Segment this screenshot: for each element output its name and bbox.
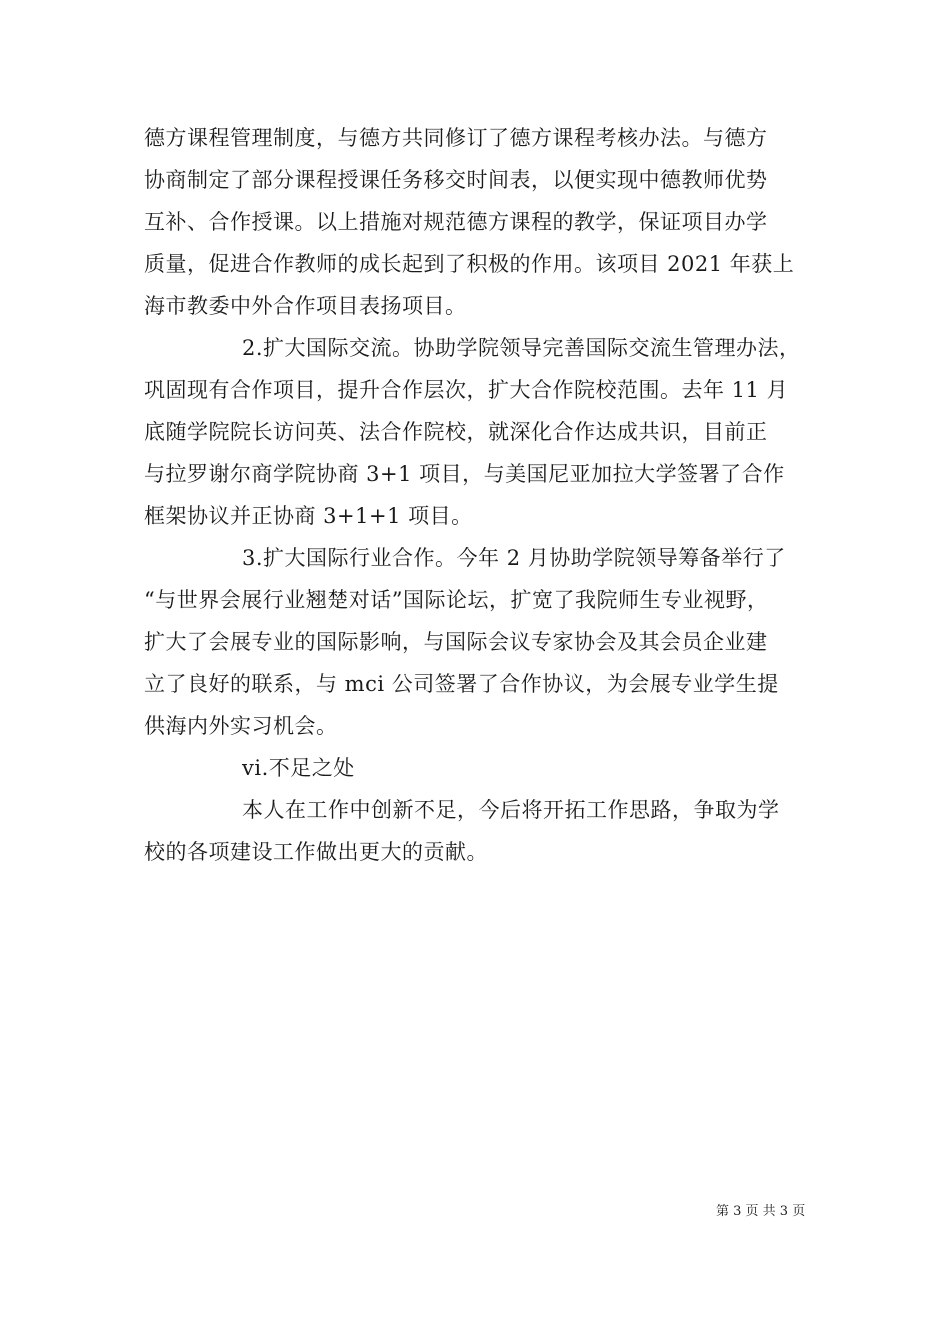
page-number-footer: 第 3 页 共 3 页 (716, 1204, 806, 1219)
paragraph-line: 质量，促进合作教师的成长起到了积极的作用。该项目 2021 年获上 (144, 252, 795, 276)
section-3-heading-line: 3.扩大国际行业合作。今年 2 月协助学院领导筹备举行了 (242, 546, 786, 570)
paragraph-line: 底随学院院长访问英、法合作院校，就深化合作达成共识，目前正 (144, 420, 768, 444)
paragraph-line: 框架协议并正协商 3+1+1 项目。 (144, 504, 473, 528)
section-2-heading-line: 2.扩大国际交流。协助学院领导完善国际交流生管理办法， (242, 336, 801, 360)
paragraph-line: 互补、合作授课。以上措施对规范德方课程的教学，保证项目办学 (144, 210, 768, 234)
paragraph-line: 校的各项建设工作做出更大的贡献。 (144, 840, 488, 864)
paragraph-line: 协商制定了部分课程授课任务移交时间表，以便实现中德教师优势 (144, 168, 768, 192)
section-vi-heading: vi.不足之处 (242, 756, 355, 780)
paragraph-line: 与拉罗谢尔商学院协商 3+1 项目，与美国尼亚加拉大学签署了合作 (144, 462, 785, 486)
document-body (144, 117, 816, 873)
paragraph-line: 供海内外实习机会。 (144, 714, 338, 738)
paragraph-line: 巩固现有合作项目，提升合作层次，扩大合作院校范围。去年 11 月 (144, 378, 789, 402)
paragraph-line: 海市教委中外合作项目表扬项目。 (144, 294, 467, 318)
paragraph-line: 德方课程管理制度，与德方共同修订了德方课程考核办法。与德方 (144, 126, 768, 150)
paragraph-line: 立了良好的联系，与 mci 公司签署了合作协议，为会展专业学生提 (144, 672, 779, 696)
paragraph-line: 本人在工作中创新不足，今后将开拓工作思路，争取为学 (242, 798, 780, 822)
paragraph-line: 扩大了会展专业的国际影响，与国际会议专家协会及其会员企业建 (144, 630, 768, 654)
paragraph-line: “与世界会展行业翘楚对话”国际论坛，扩宽了我院师生专业视野， (144, 588, 769, 612)
